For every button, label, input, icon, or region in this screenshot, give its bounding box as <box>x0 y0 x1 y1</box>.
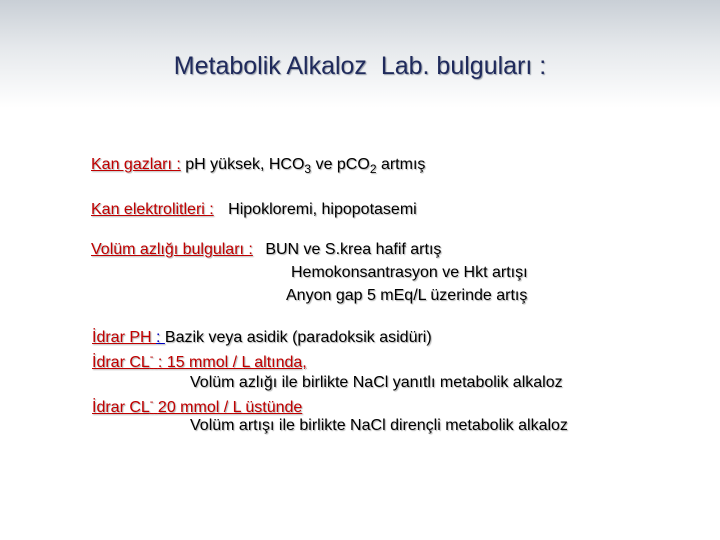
urine-ph-label: İdrar PH <box>92 329 157 346</box>
electrolytes-line <box>91 201 417 219</box>
pco2-subscript: 2 <box>369 162 377 176</box>
blood-gas-text-3: artmış <box>380 156 426 173</box>
urine-ph-line <box>92 329 432 347</box>
urine-ph-colon: : <box>156 329 165 346</box>
blood-gas-text-2: ve pCO <box>315 156 370 173</box>
volume-finding-2: Hemokonsantrasyon ve Hkt artışı <box>291 264 528 281</box>
urine-cl-low-line <box>92 351 307 372</box>
chloride-superscript: - <box>149 351 154 363</box>
volume-label: Volüm azlığı bulguları : <box>91 241 253 258</box>
electrolytes-label: Kan elektrolitleri : <box>91 201 214 218</box>
urine-cl-low-note: Volüm azlığı ile birlikte NaCl yanıtlı metabolik alkaloz <box>190 374 563 391</box>
urine-cl-low-label: İdrar CL- : 15 mmol / L altında, <box>92 351 307 371</box>
urine-cl-high-line <box>92 396 302 417</box>
urine-cl-high-label: İdrar CL- 20 mmol / L üstünde <box>92 396 303 416</box>
slide-title: Metabolik Alkaloz Lab. bulguları : <box>173 52 547 80</box>
volume-finding-3: Anyon gap 5 mEq/L üzerinde artış <box>286 287 528 304</box>
urine-cl-high-note: Volüm artışı ile birlikte NaCl dirençli metabolik alkaloz <box>190 417 568 434</box>
volume-line-1 <box>91 241 441 259</box>
blood-gas-label: Kan gazları : <box>91 156 181 173</box>
chloride-superscript: - <box>149 396 154 408</box>
blood-gas-line <box>91 156 425 176</box>
blood-gas-text-1: pH yüksek, HCO <box>185 156 305 173</box>
electrolytes-text: Hipokloremi, hipopotasemi <box>228 201 417 218</box>
urine-ph-text: Bazik veya asidik (paradoksik asidüri) <box>164 329 432 346</box>
hco3-subscript: 3 <box>304 162 312 176</box>
volume-finding-1: BUN ve S.krea hafif artış <box>265 241 442 258</box>
